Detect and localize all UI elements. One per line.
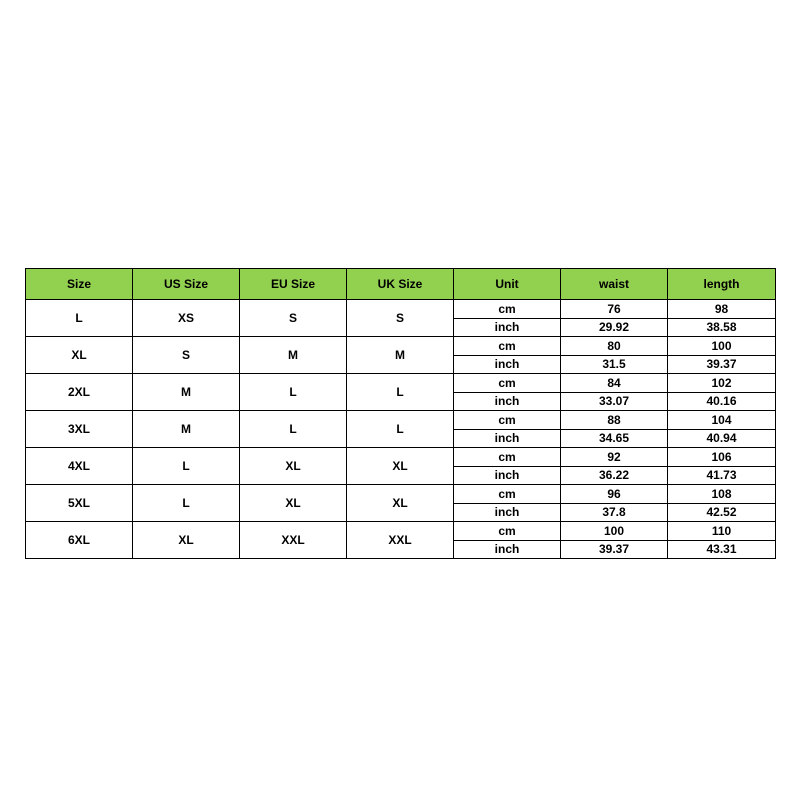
table-row bbox=[26, 522, 776, 541]
cell-unit: cm bbox=[454, 374, 561, 393]
cell-length: 108 bbox=[668, 485, 776, 504]
cell-eu-size: S bbox=[240, 300, 347, 337]
cell-waist: 88 bbox=[561, 411, 668, 430]
cell-length: 41.73 bbox=[668, 466, 776, 485]
cell-waist: 96 bbox=[561, 485, 668, 504]
cell-us-size: L bbox=[133, 485, 240, 522]
cell-us-size: XL bbox=[133, 522, 240, 559]
cell-unit: cm bbox=[454, 448, 561, 467]
cell-length: 38.58 bbox=[668, 318, 776, 337]
cell-unit: cm bbox=[454, 522, 561, 541]
cell-eu-size: XXL bbox=[240, 522, 347, 559]
cell-eu-size: XL bbox=[240, 485, 347, 522]
cell-length: 102 bbox=[668, 374, 776, 393]
table-row bbox=[26, 448, 776, 467]
cell-length: 106 bbox=[668, 448, 776, 467]
cell-length: 110 bbox=[668, 522, 776, 541]
header-row bbox=[26, 269, 776, 300]
cell-unit: cm bbox=[454, 300, 561, 319]
cell-waist: 31.5 bbox=[561, 355, 668, 374]
cell-waist: 76 bbox=[561, 300, 668, 319]
cell-length: 43.31 bbox=[668, 540, 776, 559]
cell-size: XL bbox=[26, 337, 133, 374]
cell-unit: cm bbox=[454, 411, 561, 430]
cell-uk-size: L bbox=[347, 374, 454, 411]
cell-eu-size: L bbox=[240, 374, 347, 411]
cell-uk-size: XL bbox=[347, 448, 454, 485]
cell-us-size: XS bbox=[133, 300, 240, 337]
header-length: length bbox=[668, 269, 776, 300]
header-size: Size bbox=[26, 269, 133, 300]
cell-unit: cm bbox=[454, 337, 561, 356]
cell-size: 4XL bbox=[26, 448, 133, 485]
cell-unit: inch bbox=[454, 540, 561, 559]
cell-waist: 33.07 bbox=[561, 392, 668, 411]
header-uk-size: UK Size bbox=[347, 269, 454, 300]
cell-length: 98 bbox=[668, 300, 776, 319]
cell-waist: 37.8 bbox=[561, 503, 668, 522]
cell-unit: inch bbox=[454, 503, 561, 522]
cell-uk-size: XXL bbox=[347, 522, 454, 559]
table-row bbox=[26, 337, 776, 356]
header-eu-size: EU Size bbox=[240, 269, 347, 300]
table-row bbox=[26, 411, 776, 430]
cell-us-size: M bbox=[133, 411, 240, 448]
cell-eu-size: L bbox=[240, 411, 347, 448]
cell-length: 40.16 bbox=[668, 392, 776, 411]
cell-uk-size: M bbox=[347, 337, 454, 374]
cell-waist: 39.37 bbox=[561, 540, 668, 559]
cell-size: 3XL bbox=[26, 411, 133, 448]
table-row bbox=[26, 300, 776, 319]
cell-eu-size: XL bbox=[240, 448, 347, 485]
cell-unit: inch bbox=[454, 318, 561, 337]
cell-size: L bbox=[26, 300, 133, 337]
size-chart-header bbox=[26, 269, 776, 300]
cell-size: 2XL bbox=[26, 374, 133, 411]
cell-uk-size: XL bbox=[347, 485, 454, 522]
cell-unit: inch bbox=[454, 466, 561, 485]
cell-uk-size: L bbox=[347, 411, 454, 448]
cell-us-size: M bbox=[133, 374, 240, 411]
cell-waist: 80 bbox=[561, 337, 668, 356]
size-chart-table bbox=[25, 268, 776, 559]
cell-us-size: L bbox=[133, 448, 240, 485]
cell-unit: cm bbox=[454, 485, 561, 504]
cell-size: 5XL bbox=[26, 485, 133, 522]
cell-unit: inch bbox=[454, 392, 561, 411]
cell-length: 100 bbox=[668, 337, 776, 356]
cell-waist: 92 bbox=[561, 448, 668, 467]
table-row bbox=[26, 374, 776, 393]
cell-length: 40.94 bbox=[668, 429, 776, 448]
table-row bbox=[26, 485, 776, 504]
header-us-size: US Size bbox=[133, 269, 240, 300]
cell-uk-size: S bbox=[347, 300, 454, 337]
cell-waist: 36.22 bbox=[561, 466, 668, 485]
cell-length: 39.37 bbox=[668, 355, 776, 374]
cell-length: 42.52 bbox=[668, 503, 776, 522]
cell-eu-size: M bbox=[240, 337, 347, 374]
cell-waist: 29.92 bbox=[561, 318, 668, 337]
size-chart-body bbox=[26, 300, 776, 559]
header-waist: waist bbox=[561, 269, 668, 300]
header-unit: Unit bbox=[454, 269, 561, 300]
cell-waist: 34.65 bbox=[561, 429, 668, 448]
cell-us-size: S bbox=[133, 337, 240, 374]
cell-length: 104 bbox=[668, 411, 776, 430]
cell-waist: 84 bbox=[561, 374, 668, 393]
cell-waist: 100 bbox=[561, 522, 668, 541]
cell-unit: inch bbox=[454, 355, 561, 374]
cell-unit: inch bbox=[454, 429, 561, 448]
cell-size: 6XL bbox=[26, 522, 133, 559]
